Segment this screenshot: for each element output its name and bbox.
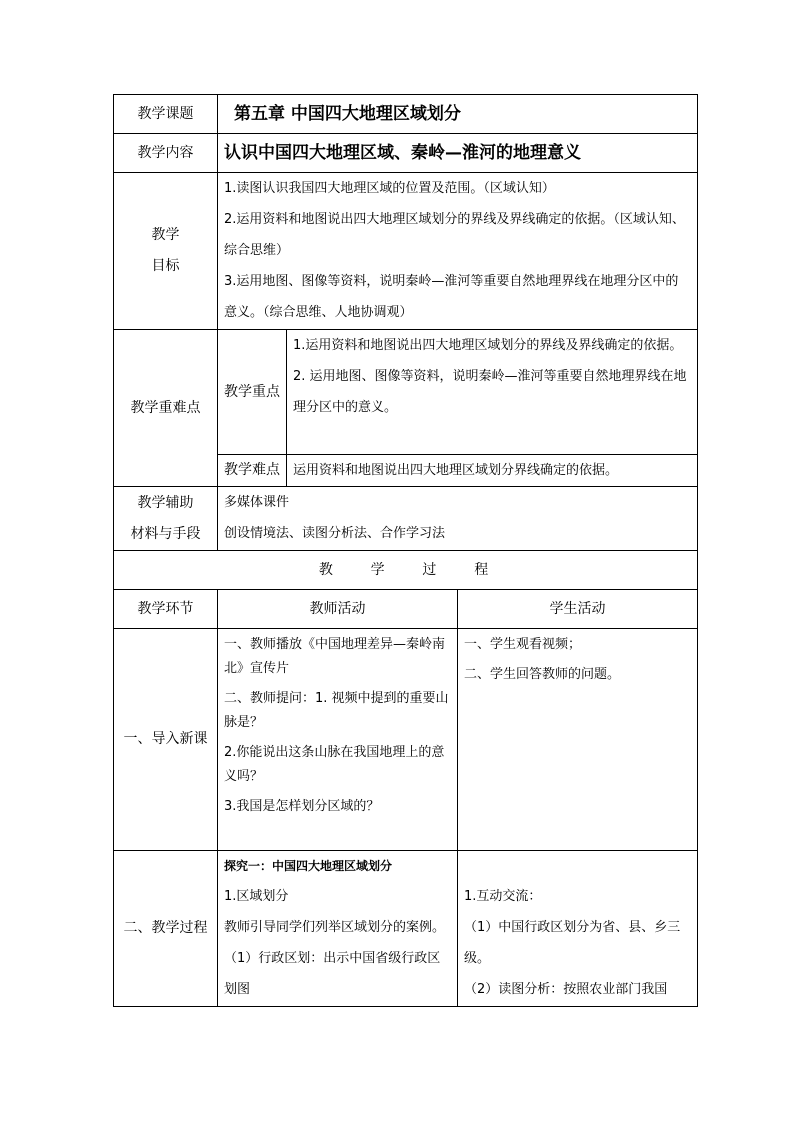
goals-label-line1: 教学	[151, 227, 180, 243]
goal-item-2: 2.运用资料和地图说出四大地理区域划分的界线及界线确定的依据。（区域认知、综合思维）	[224, 212, 685, 258]
col-header-student: 学生活动	[458, 590, 698, 629]
stage2-teacher-cell	[218, 851, 458, 1007]
process-header: 教 学 过 程	[114, 551, 698, 590]
key-points-cell	[287, 330, 698, 455]
goals-label-line2: 目标	[151, 258, 180, 274]
stage2-student-3: （2）读图分析：按照农业部门我国	[464, 982, 668, 997]
stage1-teacher-1: 一、教师播放《中国地理差异—秦岭南北》宣传片	[224, 637, 446, 676]
col-header-teacher: 教师活动	[218, 590, 458, 629]
stage1-teacher-3: 2.你能说出这条山脉在我国地理上的意义吗？	[224, 745, 445, 784]
goals-label	[114, 173, 218, 330]
stage1-student-cell	[458, 629, 698, 851]
stage2-name: 二、教学过程	[114, 851, 218, 1007]
goal-item-3: 3.运用地图、图像等资料，说明秦岭—淮河等重要自然地理界线在地理分区中的意义。（综合思维、人地协调观）	[224, 274, 679, 320]
aids-cell	[218, 487, 698, 551]
lesson-plan-table	[113, 94, 698, 1007]
stage2-teacher-2: 教师引导同学们列举区域划分的案例。	[224, 920, 446, 935]
explore-title: 探究一：中国四大地理区域划分	[224, 859, 393, 873]
stage1-student-1: 一、学生观看视频；	[464, 637, 582, 652]
stage2-student-2: （1）中国行政区划分为省、县、乡三级。	[464, 920, 681, 966]
key-points-label: 教学重点	[218, 330, 287, 455]
stage1-teacher-2: 二、教师提问：1. 视频中提到的重要山脉是？	[224, 691, 449, 730]
stage2-student-cell	[458, 851, 698, 1007]
stage1-teacher-cell	[218, 629, 458, 851]
lesson-topic: 第五章 中国四大地理区域划分	[218, 95, 698, 134]
col-header-stage: 教学环节	[114, 590, 218, 629]
content-label: 教学内容	[114, 134, 218, 173]
stage1-teacher-4: 3.我国是怎样划分区域的？	[224, 799, 380, 814]
aids-label-line1: 教学辅助	[137, 494, 194, 511]
difficulty-label: 教学重难点	[114, 330, 218, 487]
aids-line2: 创设情境法、读图分析法、合作学习法	[224, 526, 446, 541]
stage2-teacher-3: （1）行政区划：出示中国省级行政区划图	[224, 951, 441, 997]
key-point-1: 1.运用资料和地图说出四大地理区域划分的界线及界线确定的依据。	[293, 338, 683, 353]
key-point-2: 2. 运用地图、图像等资料，说明秦岭—淮河等重要自然地理界线在地理分区中的意义。	[293, 369, 687, 415]
stage1-student-2: 二、学生回答教师的问题。	[464, 667, 621, 682]
hard-point: 运用资料和地图说出四大地理区域划分界线确定的依据。	[287, 455, 698, 487]
lesson-content: 认识中国四大地理区域、秦岭—淮河的地理意义	[218, 134, 698, 173]
stage2-student-1: 1.互动交流：	[464, 889, 542, 904]
aids-line1: 多媒体课件	[224, 495, 290, 510]
goal-item-1: 1.读图认识我国四大地理区域的位置及范围。（区域认知）	[224, 181, 555, 196]
stage1-name: 一、导入新课	[114, 629, 218, 851]
aids-label	[114, 487, 218, 551]
topic-label: 教学课题	[114, 95, 218, 134]
hard-points-label: 教学难点	[218, 455, 287, 487]
aids-label-line2: 材料与手段	[130, 525, 201, 542]
goals-cell	[218, 173, 698, 330]
stage2-teacher-1: 1.区域划分	[224, 889, 289, 904]
